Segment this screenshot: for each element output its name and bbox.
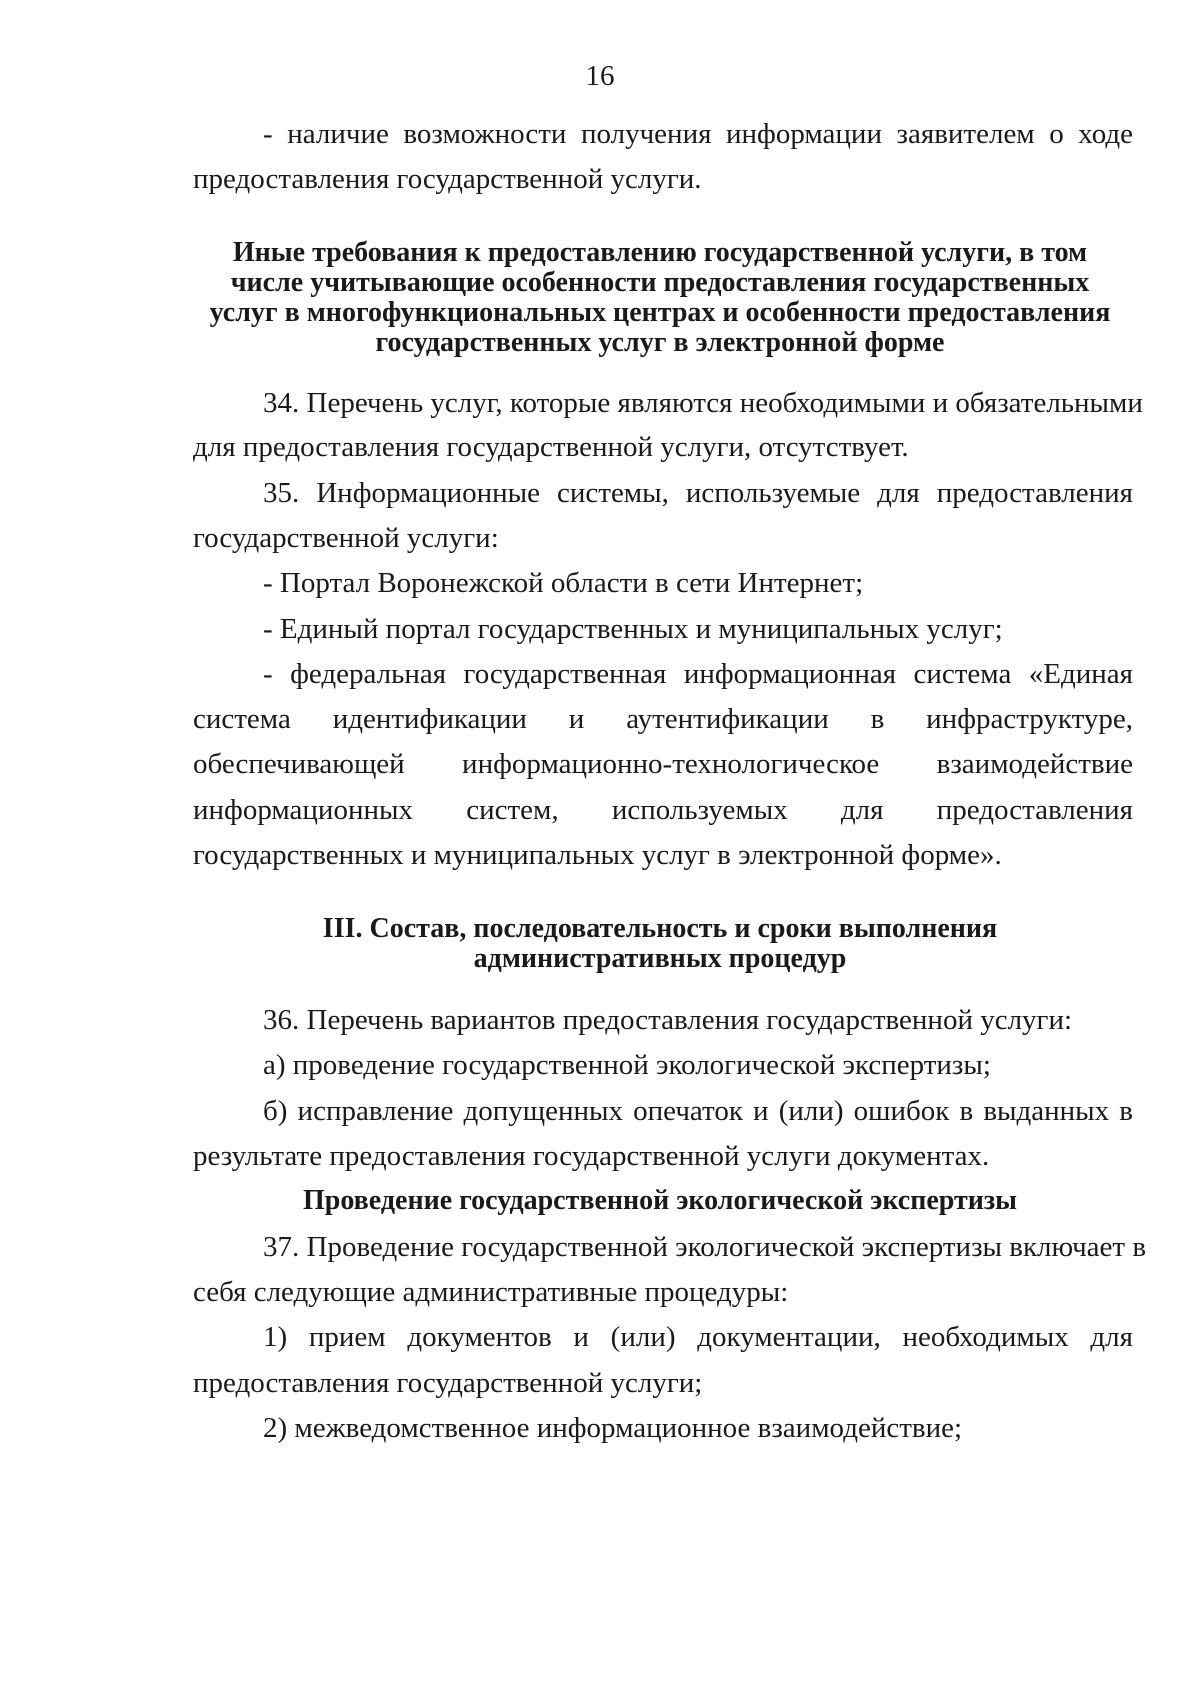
paragraph-line: 37. Проведение государственной экологической экспертизы включает в (263, 1231, 1147, 1263)
paragraph-line: система идентификации и аутентификации в инфраструктуре, (193, 703, 1133, 735)
section-heading-line: Иные требования к предоставлению государственной услуги, в том (232, 237, 1088, 268)
list-item: - федеральная государственная информационная система «Единая (263, 658, 1133, 690)
paragraph-line: предоставления государственной услуги. (193, 163, 702, 195)
section-heading-line: государственных услуг в электронной форме (375, 327, 945, 358)
paragraph-line: для предоставления государственной услуги, отсутствует. (193, 431, 909, 463)
list-item: а) проведение государственной экологической экспертизы; (263, 1049, 991, 1081)
paragraph-line: себя следующие административные процедуры: (193, 1276, 789, 1308)
paragraph-line: предоставления государственной услуги; (193, 1367, 703, 1399)
paragraph-line: государственной услуги: (193, 522, 499, 554)
list-item: - Портал Воронежской области в сети Интернет; (263, 567, 864, 599)
paragraph-line: 35. Информационные системы, используемые для предоставления (263, 477, 1133, 509)
paragraph-line: государственных и муниципальных услуг в электронной форме». (193, 839, 1002, 871)
section-heading-line: числе учитывающие особенности предоставления государственных (230, 267, 1090, 298)
chapter-heading-line: III. Состав, последовательность и сроки выполнения (322, 913, 998, 944)
paragraph-line: 34. Перечень услуг, которые являются необходимыми и обязательными (263, 387, 1143, 419)
section-heading-line: услуг в многофункциональных центрах и особенности предоставления (209, 297, 1111, 328)
list-item: 2) межведомственное информационное взаимодействие; (263, 1412, 963, 1444)
paragraph-line: - наличие возможности получения информации заявителем о ходе (263, 118, 1133, 150)
paragraph-line: обеспечивающей информационно-технологическое взаимодействие (193, 748, 1133, 780)
paragraph-line: 36. Перечень вариантов предоставления государственной услуги: (263, 1004, 1073, 1036)
list-item: б) исправление допущенных опечаток и (или) ошибок в выданных в (263, 1095, 1133, 1127)
paragraph-line: результате предоставления государственной услуги документах. (193, 1140, 990, 1172)
page-number: 16 (585, 60, 615, 92)
subsection-heading: Проведение государственной экологической экспертизы (303, 1185, 1017, 1216)
chapter-heading-line: административных процедур (473, 943, 847, 974)
paragraph-line: информационных систем, используемых для предоставления (193, 794, 1133, 826)
list-item: - Единый портал государственных и муниципальных услуг; (263, 613, 1003, 645)
list-item: 1) прием документов и (или) документации, необходимых для (263, 1321, 1133, 1353)
